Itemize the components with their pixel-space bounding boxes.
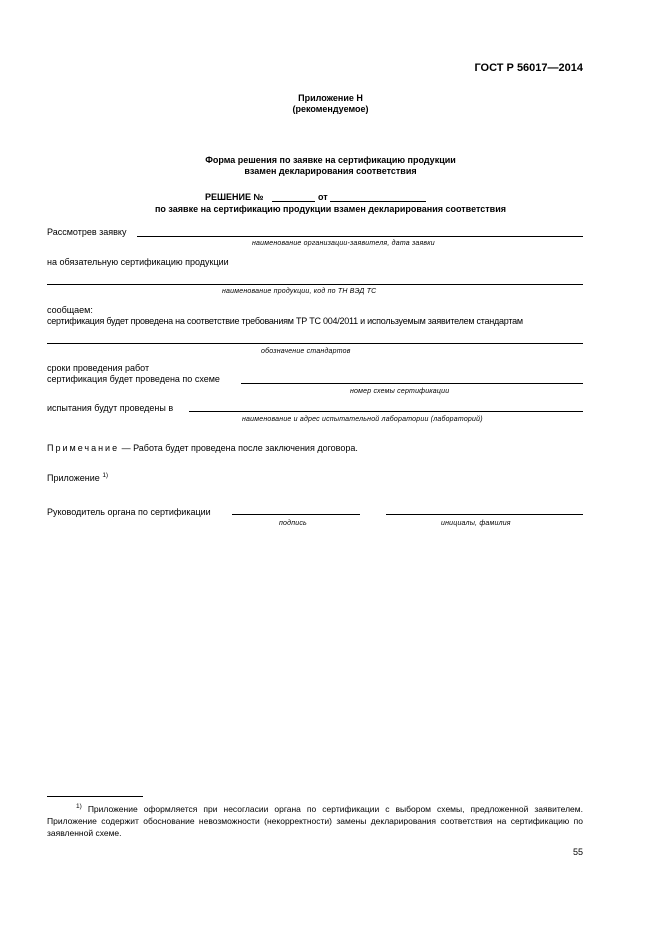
footnote-marker: 1)	[76, 803, 82, 810]
note	[47, 443, 358, 454]
application-label: Рассмотрев заявку	[47, 227, 127, 237]
lab-line	[189, 411, 583, 412]
attachment-label: Приложение	[47, 473, 100, 483]
attachment-footnote-ref: 1)	[102, 472, 109, 479]
note-text: — Работа будет проведена после заключения договора.	[119, 443, 358, 453]
name-caption: инициалы, фамилия	[441, 520, 511, 527]
tests-label: испытания будут проведены в	[47, 403, 174, 413]
scheme-label: сертификация будет проведена по схеме	[47, 374, 220, 384]
decision-date-line	[330, 201, 426, 202]
attachment	[47, 470, 108, 484]
signature-caption: подпись	[279, 520, 307, 527]
product-line	[47, 284, 583, 285]
lab-caption: наименование и адрес испытательной лаборатории (лабораторий)	[242, 416, 483, 423]
application-caption: наименование организации-заявителя, дата заявки	[252, 240, 435, 247]
appendix-title: Приложение Н	[298, 93, 363, 103]
page-number: 55	[572, 847, 583, 857]
footnote	[47, 801, 583, 839]
signature-label: Руководитель органа по сертификации	[47, 507, 211, 517]
decision-subtitle: по заявке на сертификацию продукции взамен декларирования соответствия	[155, 204, 506, 214]
footnote-text: Приложение оформляется при несогласии органа по сертификации с выбором схемы, предложенной заявителем. Приложение содержит обоснование невозможности (некорректности) замены декларирования соответствия на сертификацию по заявленной схеме.	[47, 803, 583, 838]
note-label: Примечание	[47, 443, 120, 453]
deadlines-label: сроки проведения работ	[47, 363, 150, 373]
form-title-line2: взамен декларирования соответствия	[244, 166, 417, 176]
decision-number-line	[272, 201, 315, 202]
cert-text: сертификация будет проведена на соответствие требованиям ТР ТС 004/2011 и используемым заявителем стандартам	[47, 316, 523, 326]
report-label: сообщаем:	[47, 305, 93, 315]
signature-line	[232, 514, 360, 515]
appendix-subtitle: (рекомендуемое)	[292, 104, 369, 114]
name-line	[386, 514, 583, 515]
decision-from: от	[318, 192, 328, 202]
decision-prefix: РЕШЕНИЕ №	[205, 192, 264, 202]
form-title-line1: Форма решения по заявке на сертификацию продукции	[205, 155, 456, 165]
scheme-line	[241, 383, 583, 384]
standards-line	[47, 343, 583, 344]
product-caption: наименование продукции, код по ТН ВЭД ТС	[222, 288, 377, 295]
mandatory-cert-label: на обязательную сертификацию продукции	[47, 257, 229, 267]
footnote-separator	[47, 796, 143, 797]
application-line	[137, 236, 583, 237]
standards-caption: обозначение стандартов	[261, 348, 351, 355]
scheme-caption: номер схемы сертификации	[350, 388, 450, 395]
standard-code: ГОСТ Р 56017—2014	[474, 62, 583, 74]
